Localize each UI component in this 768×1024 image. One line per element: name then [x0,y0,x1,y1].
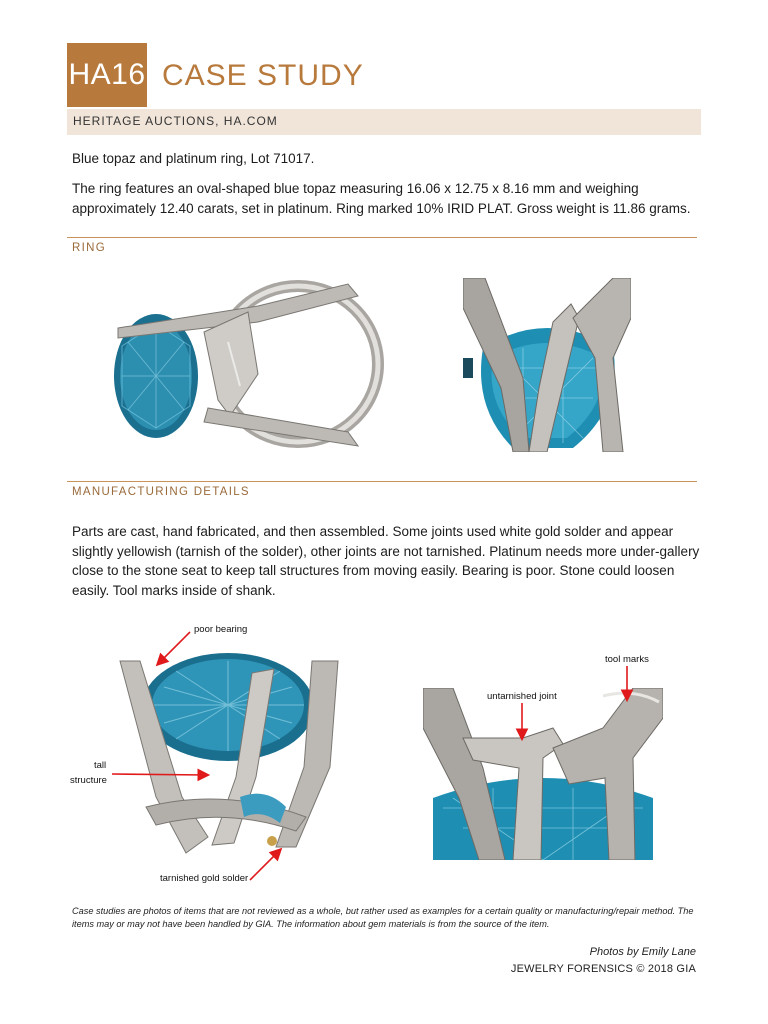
detail-front-photo [116,647,342,860]
copyright: JEWELRY FORENSICS © 2018 GIA [510,963,696,975]
photo-credit: Photos by Emily Lane [589,946,696,958]
annotation-tarnished-gold-solder: tarnished gold solder [160,873,249,884]
annotation-tall: tall [94,760,107,771]
annotation-poor-bearing: poor bearing [194,624,248,635]
section-divider [67,481,697,482]
source-label: HERITAGE AUCTIONS, HA.COM [73,114,278,128]
disclaimer: Case studies are photos of items that are not reviewed as a whole, but rather used as examples for a certain quality or manufacturing/repair method. The items may or may not have been handled by GIA. The information about gem materials is from the source of the item. [72,906,694,929]
annotation-untarnished-joint: untarnished joint [487,691,557,702]
section-heading-manufacturing: MANUFACTURING DETAILS [72,486,250,498]
intro-description: The ring features an oval-shaped blue topaz measuring 16.06 x 12.75 x 8.16 mm and weighing approximately 12.40 carats, set in platinum. Ring marked 10% IRID PLAT. Gross weight is 11.86 grams. [72,181,691,216]
ring-top-photo [463,278,631,452]
ring-side-photo [108,276,388,452]
annotation-tool-marks: tool marks [605,654,649,665]
section-divider [67,237,697,238]
manufacturing-description: Parts are cast, hand fabricated, and then assembled. Some joints used white gold solder and appear slightly yellowish (tarnish of the solder), other joints are not tarnished. Platinum needs more under-gallery close to the stone seat to keep tall structures from moving easily. Bearing is poor. Stone could loosen easily. Tool marks inside of shank. [72,524,700,598]
source-band [67,109,701,135]
annotation-structure: structure [70,775,107,786]
case-badge: HA16 [67,43,147,107]
intro-line: Blue topaz and platinum ring, Lot 71017. [72,151,315,166]
page-title: CASE STUDY [162,59,364,92]
section-heading-ring: RING [72,242,106,254]
detail-joint-photo [423,688,663,860]
